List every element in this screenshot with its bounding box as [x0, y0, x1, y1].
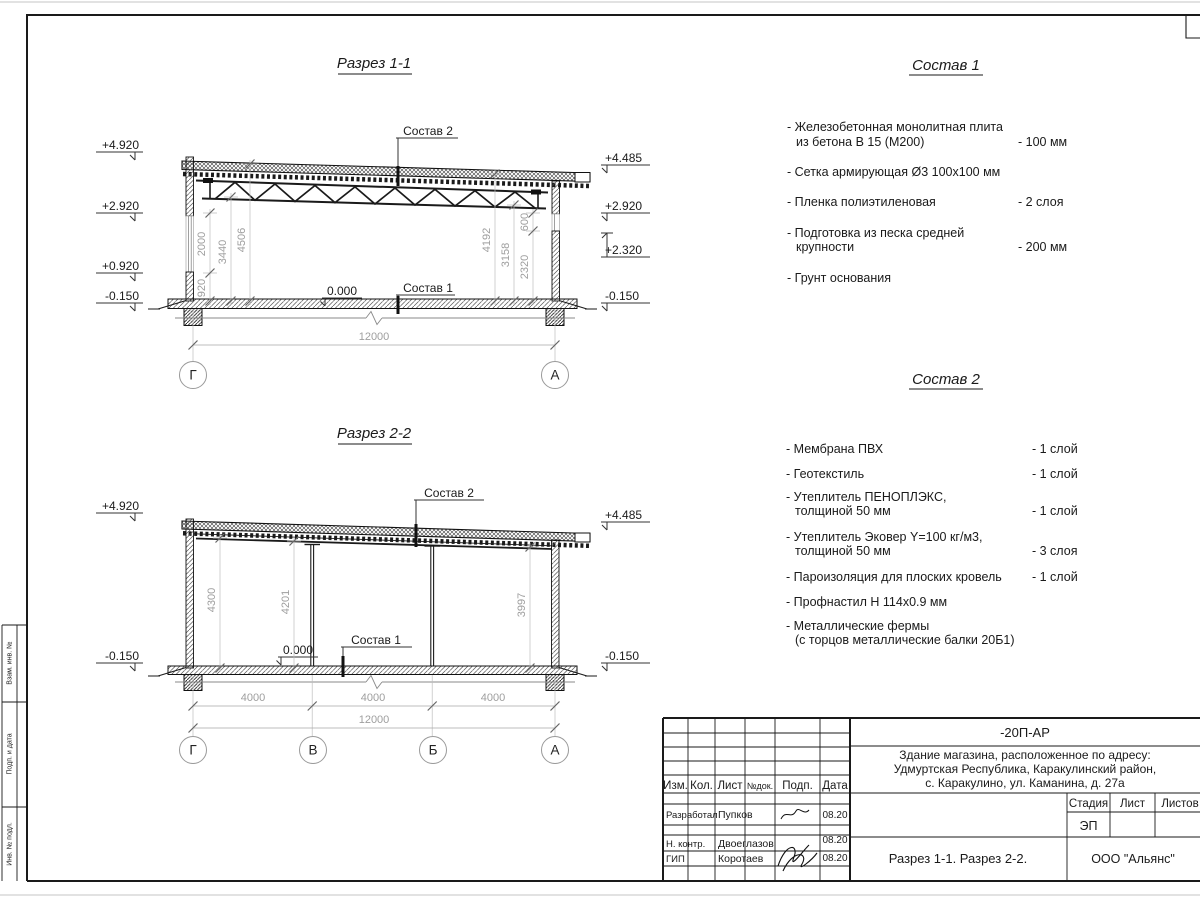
- list-item: - Железобетонная монолитная плита: [787, 120, 1003, 134]
- wall-right: [552, 540, 560, 668]
- sheet-label: Лист: [1120, 798, 1145, 810]
- list-value: - 100 мм: [1018, 135, 1068, 149]
- row-role: ГИП: [666, 854, 685, 865]
- wall-left: [186, 157, 194, 301]
- list-value: - 1 слой: [1032, 467, 1078, 481]
- list-item: крупности: [796, 240, 855, 254]
- row-date: 08.20: [822, 853, 848, 864]
- axis-markers: [180, 362, 569, 389]
- row-name: Коротаев: [718, 853, 764, 865]
- sheets-label: Листов: [1161, 798, 1199, 810]
- list-item: - Мембрана ПВХ: [786, 442, 884, 456]
- object-address-line1: Здание магазина, расположенное по адресу:: [899, 748, 1151, 762]
- list-item: - Пленка полиэтиленовая: [787, 195, 936, 209]
- row-name: Пупков: [718, 809, 753, 821]
- elevation-marks-right: [601, 508, 650, 671]
- elevation-value: +4.920: [101, 499, 139, 513]
- list-value: - 2 слоя: [1018, 195, 1064, 209]
- callout-label: Состав 1: [403, 281, 453, 295]
- elevation-value: +2.320: [605, 243, 643, 257]
- elevation-value: -0.150: [104, 289, 139, 303]
- section-1-1-title: Разрез 1-1: [336, 55, 412, 72]
- dim-value: 4506: [236, 227, 248, 253]
- dim-value: 2000: [196, 231, 208, 257]
- section-1-1: [96, 55, 650, 389]
- dim-value: 3158: [500, 242, 512, 268]
- margin-label-podp: Подп. и дата: [6, 733, 14, 775]
- list-item: - Сетка армирующая Ø3 100х100 мм: [787, 165, 1001, 179]
- dim-value: 4192: [481, 227, 493, 253]
- section-2-2: [96, 425, 650, 764]
- axis-letter: А: [550, 742, 560, 758]
- stage-label: Стадия: [1068, 798, 1109, 810]
- list-item: - Утеплитель Эковер Y=100 кг/м3,: [786, 530, 983, 544]
- elevation-value: +4.920: [101, 138, 139, 152]
- elevation-value: +2.920: [605, 199, 643, 213]
- list-item: (с торцов металлические балки 20Б1): [795, 633, 1015, 647]
- list-value: - 3 слоя: [1032, 544, 1078, 558]
- dim-value: 4000: [480, 692, 506, 704]
- axis-markers: [180, 737, 569, 764]
- row-date: 08.20: [822, 835, 848, 846]
- list-value: - 200 мм: [1018, 240, 1068, 254]
- section-2-2-title: Разрез 2-2: [336, 425, 412, 442]
- axis-letter: А: [550, 367, 560, 383]
- row-name: Двоеглазов: [718, 838, 774, 850]
- row-date: 08.20: [822, 810, 848, 821]
- list-item: - Пароизоляция для плоских кровель: [786, 570, 1002, 584]
- list-item: - Подготовка из песка средней: [787, 226, 965, 240]
- elevation-value: +0.920: [101, 259, 139, 273]
- col-header-list: Лист: [717, 780, 743, 792]
- callout-label: Состав 1: [351, 633, 401, 647]
- callout-label: Состав 2: [403, 124, 453, 138]
- axis-letter: Г: [189, 367, 197, 383]
- list-value: - 1 слой: [1032, 442, 1078, 456]
- dim-value: 920: [196, 278, 208, 298]
- elevation-value: -0.150: [605, 649, 640, 663]
- elevation-value: +4.485: [605, 508, 643, 522]
- vertical-dimensions: [206, 534, 537, 673]
- list-item: - Профнастил Н 114х0.9 мм: [786, 595, 948, 609]
- window-opening: [552, 214, 560, 231]
- dim-value: 3440: [217, 239, 229, 265]
- list-item: - Грунт основания: [787, 271, 892, 285]
- roof-end-cap: [575, 533, 590, 542]
- list-item: из бетона В 15 (М200): [796, 135, 925, 149]
- dim-value: 2320: [519, 254, 531, 280]
- zero-label: 0.000: [282, 643, 314, 657]
- roof-end-cap: [575, 173, 590, 183]
- wall-left: [186, 519, 194, 668]
- dim-value: 3997: [516, 592, 528, 618]
- company-name: ООО "Альянс": [1091, 852, 1175, 866]
- list-item: - Геотекстиль: [786, 467, 865, 481]
- dim-value: 4000: [240, 692, 266, 704]
- callout-sostav1: [396, 281, 455, 314]
- signature: [781, 810, 809, 819]
- zero-label: 0.000: [326, 284, 358, 298]
- interior-columns: [305, 545, 441, 667]
- sostav1-title: Состав 1: [912, 57, 980, 74]
- elevation-marks-left: [96, 138, 143, 311]
- title-block: [663, 718, 1200, 881]
- elevation-value: -0.150: [605, 289, 640, 303]
- dim-value: 4300: [206, 587, 218, 613]
- floor-slab: [148, 299, 597, 326]
- list-item: толщиной 50 мм: [795, 544, 891, 558]
- wall-right: [552, 181, 560, 301]
- window-opening: [186, 216, 194, 272]
- col-header-data: Дата: [822, 780, 848, 792]
- dim-value: 4000: [360, 692, 386, 704]
- sostav2-list: [786, 371, 1078, 647]
- margin-label-vzam: Взам. инв. №: [6, 641, 14, 685]
- axis-letter: Г: [189, 742, 197, 758]
- axis-letter: Б: [428, 742, 438, 758]
- list-value: - 1 слой: [1032, 570, 1078, 584]
- elevation-value: -0.150: [104, 649, 139, 663]
- dim-total: 12000: [358, 331, 390, 343]
- sheet-name: Разрез 1-1. Разрез 2-2.: [888, 851, 1028, 866]
- row-role: Разработал: [666, 810, 718, 821]
- object-address-line2: Удмуртская Республика, Каракулинский район,: [893, 762, 1157, 776]
- elevation-marks-left: [96, 499, 143, 671]
- row-role: Н. контр.: [666, 839, 706, 850]
- signature: [778, 845, 817, 871]
- col-header-kol: Кол.: [690, 780, 713, 792]
- zero-level-mark: [277, 643, 319, 665]
- sostav1-list: [787, 57, 1067, 285]
- roof-slab: [182, 521, 590, 549]
- callout-label: Состав 2: [424, 486, 474, 500]
- elevation-value: +2.920: [101, 199, 139, 213]
- dim-value: 4201: [280, 589, 292, 615]
- stage-value: ЭП: [1079, 819, 1098, 833]
- col-header-izm: Изм.: [663, 780, 688, 792]
- list-item: - Утеплитель ПЕНОПЛЭКС,: [786, 490, 947, 504]
- dim-total: 12000: [358, 714, 390, 726]
- elevation-value: +4.485: [605, 151, 643, 165]
- axis-letter: В: [308, 742, 318, 758]
- col-header-ndok: №док.: [746, 781, 774, 791]
- list-value: - 1 слой: [1032, 504, 1078, 518]
- list-item: толщиной 50 мм: [795, 504, 891, 518]
- bottom-dimensions: [189, 675, 560, 736]
- col-header-podp: Подп.: [782, 780, 813, 792]
- elevation-marks-right: [601, 151, 650, 311]
- list-item: - Металлические фермы: [786, 619, 930, 633]
- project-code: -20П-АР: [1000, 725, 1050, 740]
- dim-value: 600: [519, 212, 531, 232]
- sostav2-title: Состав 2: [912, 371, 980, 388]
- object-address-line3: с. Каракулино, ул. Каманина, д. 27а: [925, 776, 1125, 790]
- margin-label-inv: Инв. № подл.: [6, 822, 14, 866]
